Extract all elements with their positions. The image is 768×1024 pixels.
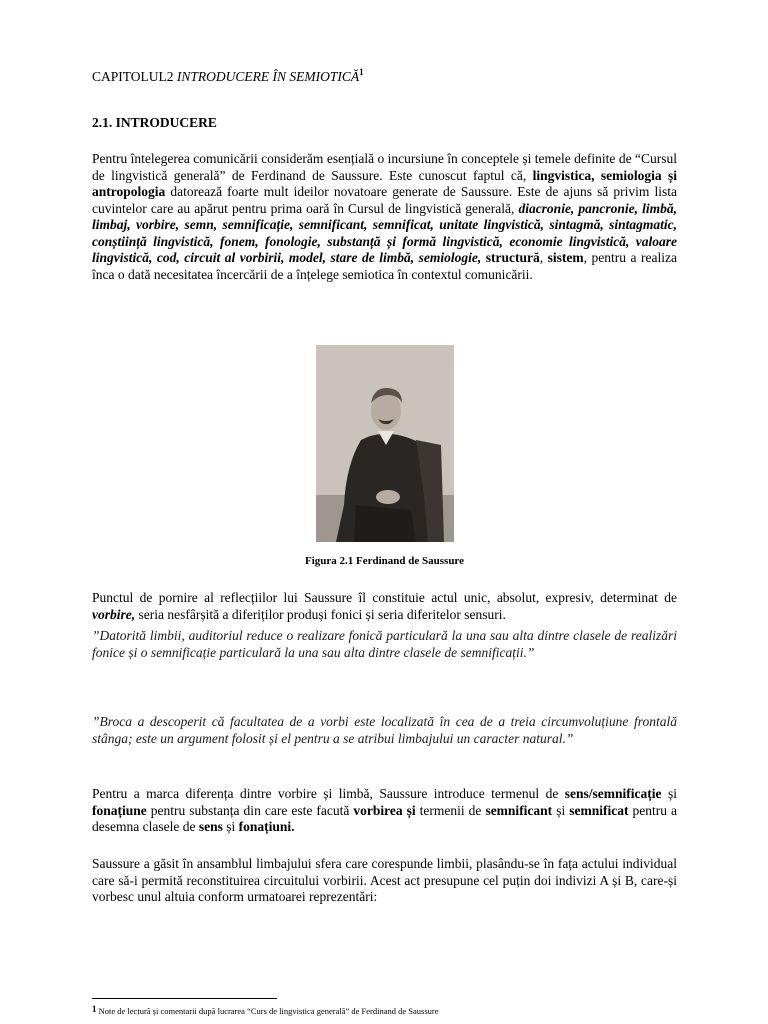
portrait-photo <box>316 345 454 542</box>
bold-run: fonațiune <box>92 802 147 818</box>
bold-run: sens <box>198 819 223 834</box>
chapter-label: CAPITOLUL2 <box>92 69 174 84</box>
bold-run: sistem <box>547 250 584 265</box>
chapter-heading <box>92 64 677 86</box>
footnote <box>92 1004 439 1016</box>
bold-run: structură <box>485 250 540 265</box>
text-run: Punctul de pornire al reflecțiilor lui Saussure îl constituie actul unic, absolut, expresiv, determinat de <box>92 590 677 605</box>
quote-language: ”Datorită limbii, auditoriul reduce o realizare fonică particulară la una sau alta dintre clasele de realizări fonice și o semnificație particulară la una sau alta dintre clasele de semnificații.” <box>92 628 677 660</box>
saussure-portrait <box>316 345 454 542</box>
figure-caption: Figura 2.1 Ferdinand de Saussure <box>304 555 465 567</box>
text-run: și <box>552 802 570 818</box>
section-heading: 2.1. INTRODUCERE <box>92 115 217 130</box>
paragraph-terms <box>92 786 677 836</box>
bold-run: fonațiuni. <box>238 819 295 834</box>
text-run: Pentru a marca diferența dintre vorbire și limbă, Saussure introduce termenul de <box>92 786 565 801</box>
text-run: și <box>661 786 677 801</box>
bold-run: semnificat <box>569 802 629 818</box>
quote-broca: ”Broca a descoperit că facultatea de a vorbi este localizată în cea de a treia circumvoluțiune frontală stânga; este un argument folosit și el pentru a se atribui limbajului un caracter natural.” <box>92 714 677 746</box>
text-run: , pentru a realiza înca o dată necesitatea încercării de a înțelege semiotica în contextul comunicării. <box>92 250 678 282</box>
chapter-title: INTRODUCERE ÎN SEMIOTICĂ <box>176 69 360 84</box>
text-run: seria nesfârșită a diferiților produși fonici și seria diferitelor sensuri. <box>135 606 506 622</box>
paragraph-starting-point <box>92 590 677 623</box>
text-run: termenii de <box>415 802 486 818</box>
bold-run: vorbirea <box>353 802 403 818</box>
bold-italic-run: vorbire, <box>92 606 136 622</box>
bold-run: și <box>406 802 416 818</box>
chapter-footnote-ref[interactable]: 1 <box>359 67 364 77</box>
paragraph-circuit: Saussure a găsit în ansamblul limbajului sfera care corespunde limbii, plasându-se în fața actului individual care să-i permită reconstituirea circuitului vorbirii. Acest act presupune cel puțin doi indivizi A și B, care-și vorbesc unul altuia conform urmatoarei reprezentări: <box>92 856 677 904</box>
text-run: Pentru întelegerea comunicării considerăm esențială o incursiune în conceptele și temele definite de “Cursul de lingvistică generală” de Ferdinand de Saussure. Este cunoscut faptul că, <box>92 151 677 183</box>
text-run: , <box>539 250 548 265</box>
footnote-text: Note de lectură și comentarii după lucrarea “Curs de lingvistica generală” de Ferdinand de Saussure <box>98 1006 439 1016</box>
text-run: și <box>222 819 239 834</box>
bold-run: semnificant <box>485 802 553 818</box>
term-list: diacronie, pancronie, limbă, limbaj, vorbire, semn, semnificație, semnificant, semnificat, unitate lingvistică, sintagmă, sintagmatic, conștiință lingvistică, fonem, fonologie, substanță și formă lingvistică, economie lingvistică, valoare lingvistică, cod, circuit al vorbirii, model, stare de limbă, semiologie, <box>92 200 677 265</box>
text-run: datorează foarte mult ideilor novatoare generate de Saussure. Este de ajuns să privim lista cuvintelor care au apărut pentru prima oară în Cursul de lingvistică generală, <box>92 184 677 216</box>
bold-run: sens/semnificație <box>564 786 662 801</box>
paragraph-intro <box>92 151 677 283</box>
footnote-divider <box>92 998 277 999</box>
footnote-number: 1 <box>92 1004 97 1014</box>
text-run: pentru a desemna clasele de <box>92 802 678 834</box>
text-run: pentru substanța din care este facută <box>146 802 354 818</box>
bold-run: lingvistica, semiologia și antropologia <box>92 167 677 199</box>
